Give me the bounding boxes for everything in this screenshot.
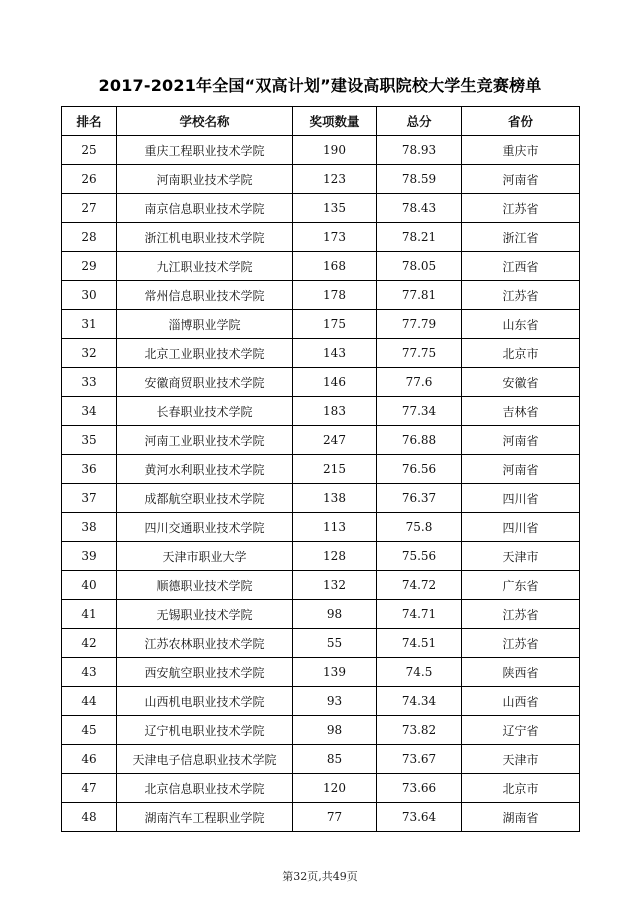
total-score-cell: 76.56: [377, 455, 462, 484]
rank-cell: 35: [62, 426, 117, 455]
total-score-cell: 78.05: [377, 252, 462, 281]
total-score-cell: 75.8: [377, 513, 462, 542]
table-row: [62, 252, 580, 281]
total-score-cell: 74.34: [377, 687, 462, 716]
rank-cell: 37: [62, 484, 117, 513]
total-score-cell: 78.93: [377, 136, 462, 165]
table-row: [62, 774, 580, 803]
rank-cell: 27: [62, 194, 117, 223]
rank-cell: 26: [62, 165, 117, 194]
table-row: [62, 600, 580, 629]
award-count-cell: 178: [293, 281, 377, 310]
award-count-cell: 183: [293, 397, 377, 426]
school-name-cell: 成都航空职业技术学院: [117, 484, 293, 513]
province-cell: 安徽省: [462, 368, 580, 397]
total-score-cell: 77.6: [377, 368, 462, 397]
rank-cell: 34: [62, 397, 117, 426]
rank-cell: 40: [62, 571, 117, 600]
school-name-cell: 安徽商贸职业技术学院: [117, 368, 293, 397]
school-name-cell: 黄河水利职业技术学院: [117, 455, 293, 484]
province-cell: 江西省: [462, 252, 580, 281]
award-count-cell: 85: [293, 745, 377, 774]
rank-cell: 28: [62, 223, 117, 252]
table-row: [62, 658, 580, 687]
page-footer: 第32页,共49页: [282, 870, 358, 883]
table-body: [62, 136, 580, 832]
rank-cell: 42: [62, 629, 117, 658]
province-cell: 广东省: [462, 571, 580, 600]
award-count-cell: 77: [293, 803, 377, 832]
province-cell: 山东省: [462, 310, 580, 339]
school-name-cell: 北京信息职业技术学院: [117, 774, 293, 803]
school-name-cell: 四川交通职业技术学院: [117, 513, 293, 542]
table-row: [62, 165, 580, 194]
province-cell: 江苏省: [462, 281, 580, 310]
table-row: [62, 368, 580, 397]
school-name-cell: 西安航空职业技术学院: [117, 658, 293, 687]
award-count-cell: 123: [293, 165, 377, 194]
table-row: [62, 136, 580, 165]
table-row: [62, 745, 580, 774]
province-cell: 四川省: [462, 484, 580, 513]
school-name-cell: 河南工业职业技术学院: [117, 426, 293, 455]
award-count-cell: 128: [293, 542, 377, 571]
rank-cell: 33: [62, 368, 117, 397]
header-total-score: 总分: [377, 107, 462, 136]
award-count-cell: 135: [293, 194, 377, 223]
province-cell: 浙江省: [462, 223, 580, 252]
school-name-cell: 顺德职业技术学院: [117, 571, 293, 600]
province-cell: 陕西省: [462, 658, 580, 687]
province-cell: 重庆市: [462, 136, 580, 165]
total-score-cell: 76.37: [377, 484, 462, 513]
province-cell: 江苏省: [462, 600, 580, 629]
table-row: [62, 484, 580, 513]
province-cell: 四川省: [462, 513, 580, 542]
table-row: [62, 310, 580, 339]
table-row: [62, 426, 580, 455]
table-row: [62, 194, 580, 223]
award-count-cell: 132: [293, 571, 377, 600]
province-cell: 河南省: [462, 455, 580, 484]
award-count-cell: 93: [293, 687, 377, 716]
school-name-cell: 北京工业职业技术学院: [117, 339, 293, 368]
rank-cell: 25: [62, 136, 117, 165]
header-province: 省份: [462, 107, 580, 136]
school-name-cell: 长春职业技术学院: [117, 397, 293, 426]
rank-cell: 30: [62, 281, 117, 310]
rank-cell: 32: [62, 339, 117, 368]
table-row: [62, 223, 580, 252]
province-cell: 江苏省: [462, 629, 580, 658]
header-award-count: 奖项数量: [293, 107, 377, 136]
school-name-cell: 天津市职业大学: [117, 542, 293, 571]
header-rank: 排名: [62, 107, 117, 136]
school-name-cell: 江苏农林职业技术学院: [117, 629, 293, 658]
ranking-table: [61, 106, 580, 832]
total-score-cell: 75.56: [377, 542, 462, 571]
school-name-cell: 辽宁机电职业技术学院: [117, 716, 293, 745]
total-score-cell: 74.5: [377, 658, 462, 687]
total-score-cell: 73.67: [377, 745, 462, 774]
rank-cell: 31: [62, 310, 117, 339]
rank-cell: 39: [62, 542, 117, 571]
total-score-cell: 73.64: [377, 803, 462, 832]
table-row: [62, 513, 580, 542]
school-name-cell: 重庆工程职业技术学院: [117, 136, 293, 165]
total-score-cell: 76.88: [377, 426, 462, 455]
province-cell: 辽宁省: [462, 716, 580, 745]
province-cell: 吉林省: [462, 397, 580, 426]
table-row: [62, 339, 580, 368]
total-score-cell: 74.71: [377, 600, 462, 629]
rank-cell: 43: [62, 658, 117, 687]
province-cell: 天津市: [462, 745, 580, 774]
award-count-cell: 168: [293, 252, 377, 281]
school-name-cell: 湖南汽车工程职业学院: [117, 803, 293, 832]
award-count-cell: 55: [293, 629, 377, 658]
table-row: [62, 281, 580, 310]
province-cell: 天津市: [462, 542, 580, 571]
total-score-cell: 78.43: [377, 194, 462, 223]
award-count-cell: 139: [293, 658, 377, 687]
rank-cell: 46: [62, 745, 117, 774]
school-name-cell: 河南职业技术学院: [117, 165, 293, 194]
total-score-cell: 77.79: [377, 310, 462, 339]
table-row: [62, 571, 580, 600]
total-score-cell: 78.21: [377, 223, 462, 252]
province-cell: 河南省: [462, 165, 580, 194]
award-count-cell: 143: [293, 339, 377, 368]
rank-cell: 38: [62, 513, 117, 542]
award-count-cell: 175: [293, 310, 377, 339]
province-cell: 北京市: [462, 774, 580, 803]
school-name-cell: 山西机电职业技术学院: [117, 687, 293, 716]
rank-cell: 29: [62, 252, 117, 281]
rank-cell: 36: [62, 455, 117, 484]
province-cell: 山西省: [462, 687, 580, 716]
total-score-cell: 78.59: [377, 165, 462, 194]
total-score-cell: 77.75: [377, 339, 462, 368]
table-row: [62, 629, 580, 658]
province-cell: 河南省: [462, 426, 580, 455]
province-cell: 北京市: [462, 339, 580, 368]
rank-cell: 44: [62, 687, 117, 716]
table-header-row: [62, 107, 580, 136]
school-name-cell: 浙江机电职业技术学院: [117, 223, 293, 252]
rank-cell: 47: [62, 774, 117, 803]
rank-cell: 45: [62, 716, 117, 745]
rank-cell: 41: [62, 600, 117, 629]
school-name-cell: 常州信息职业技术学院: [117, 281, 293, 310]
award-count-cell: 215: [293, 455, 377, 484]
award-count-cell: 138: [293, 484, 377, 513]
school-name-cell: 九江职业技术学院: [117, 252, 293, 281]
total-score-cell: 73.82: [377, 716, 462, 745]
province-cell: 湖南省: [462, 803, 580, 832]
total-score-cell: 77.34: [377, 397, 462, 426]
award-count-cell: 247: [293, 426, 377, 455]
table-row: [62, 687, 580, 716]
total-score-cell: 73.66: [377, 774, 462, 803]
total-score-cell: 74.51: [377, 629, 462, 658]
table-row: [62, 716, 580, 745]
award-count-cell: 113: [293, 513, 377, 542]
school-name-cell: 淄博职业学院: [117, 310, 293, 339]
school-name-cell: 无锡职业技术学院: [117, 600, 293, 629]
award-count-cell: 173: [293, 223, 377, 252]
page-title: 2017-2021年全国“双高计划”建设高职院校大学生竞赛榜单: [98, 76, 542, 95]
province-cell: 江苏省: [462, 194, 580, 223]
award-count-cell: 190: [293, 136, 377, 165]
table-row: [62, 455, 580, 484]
school-name-cell: 南京信息职业技术学院: [117, 194, 293, 223]
award-count-cell: 98: [293, 600, 377, 629]
award-count-cell: 120: [293, 774, 377, 803]
total-score-cell: 77.81: [377, 281, 462, 310]
school-name-cell: 天津电子信息职业技术学院: [117, 745, 293, 774]
table-row: [62, 542, 580, 571]
rank-cell: 48: [62, 803, 117, 832]
award-count-cell: 146: [293, 368, 377, 397]
header-school-name: 学校名称: [117, 107, 293, 136]
award-count-cell: 98: [293, 716, 377, 745]
total-score-cell: 74.72: [377, 571, 462, 600]
table-row: [62, 397, 580, 426]
table-row: [62, 803, 580, 832]
